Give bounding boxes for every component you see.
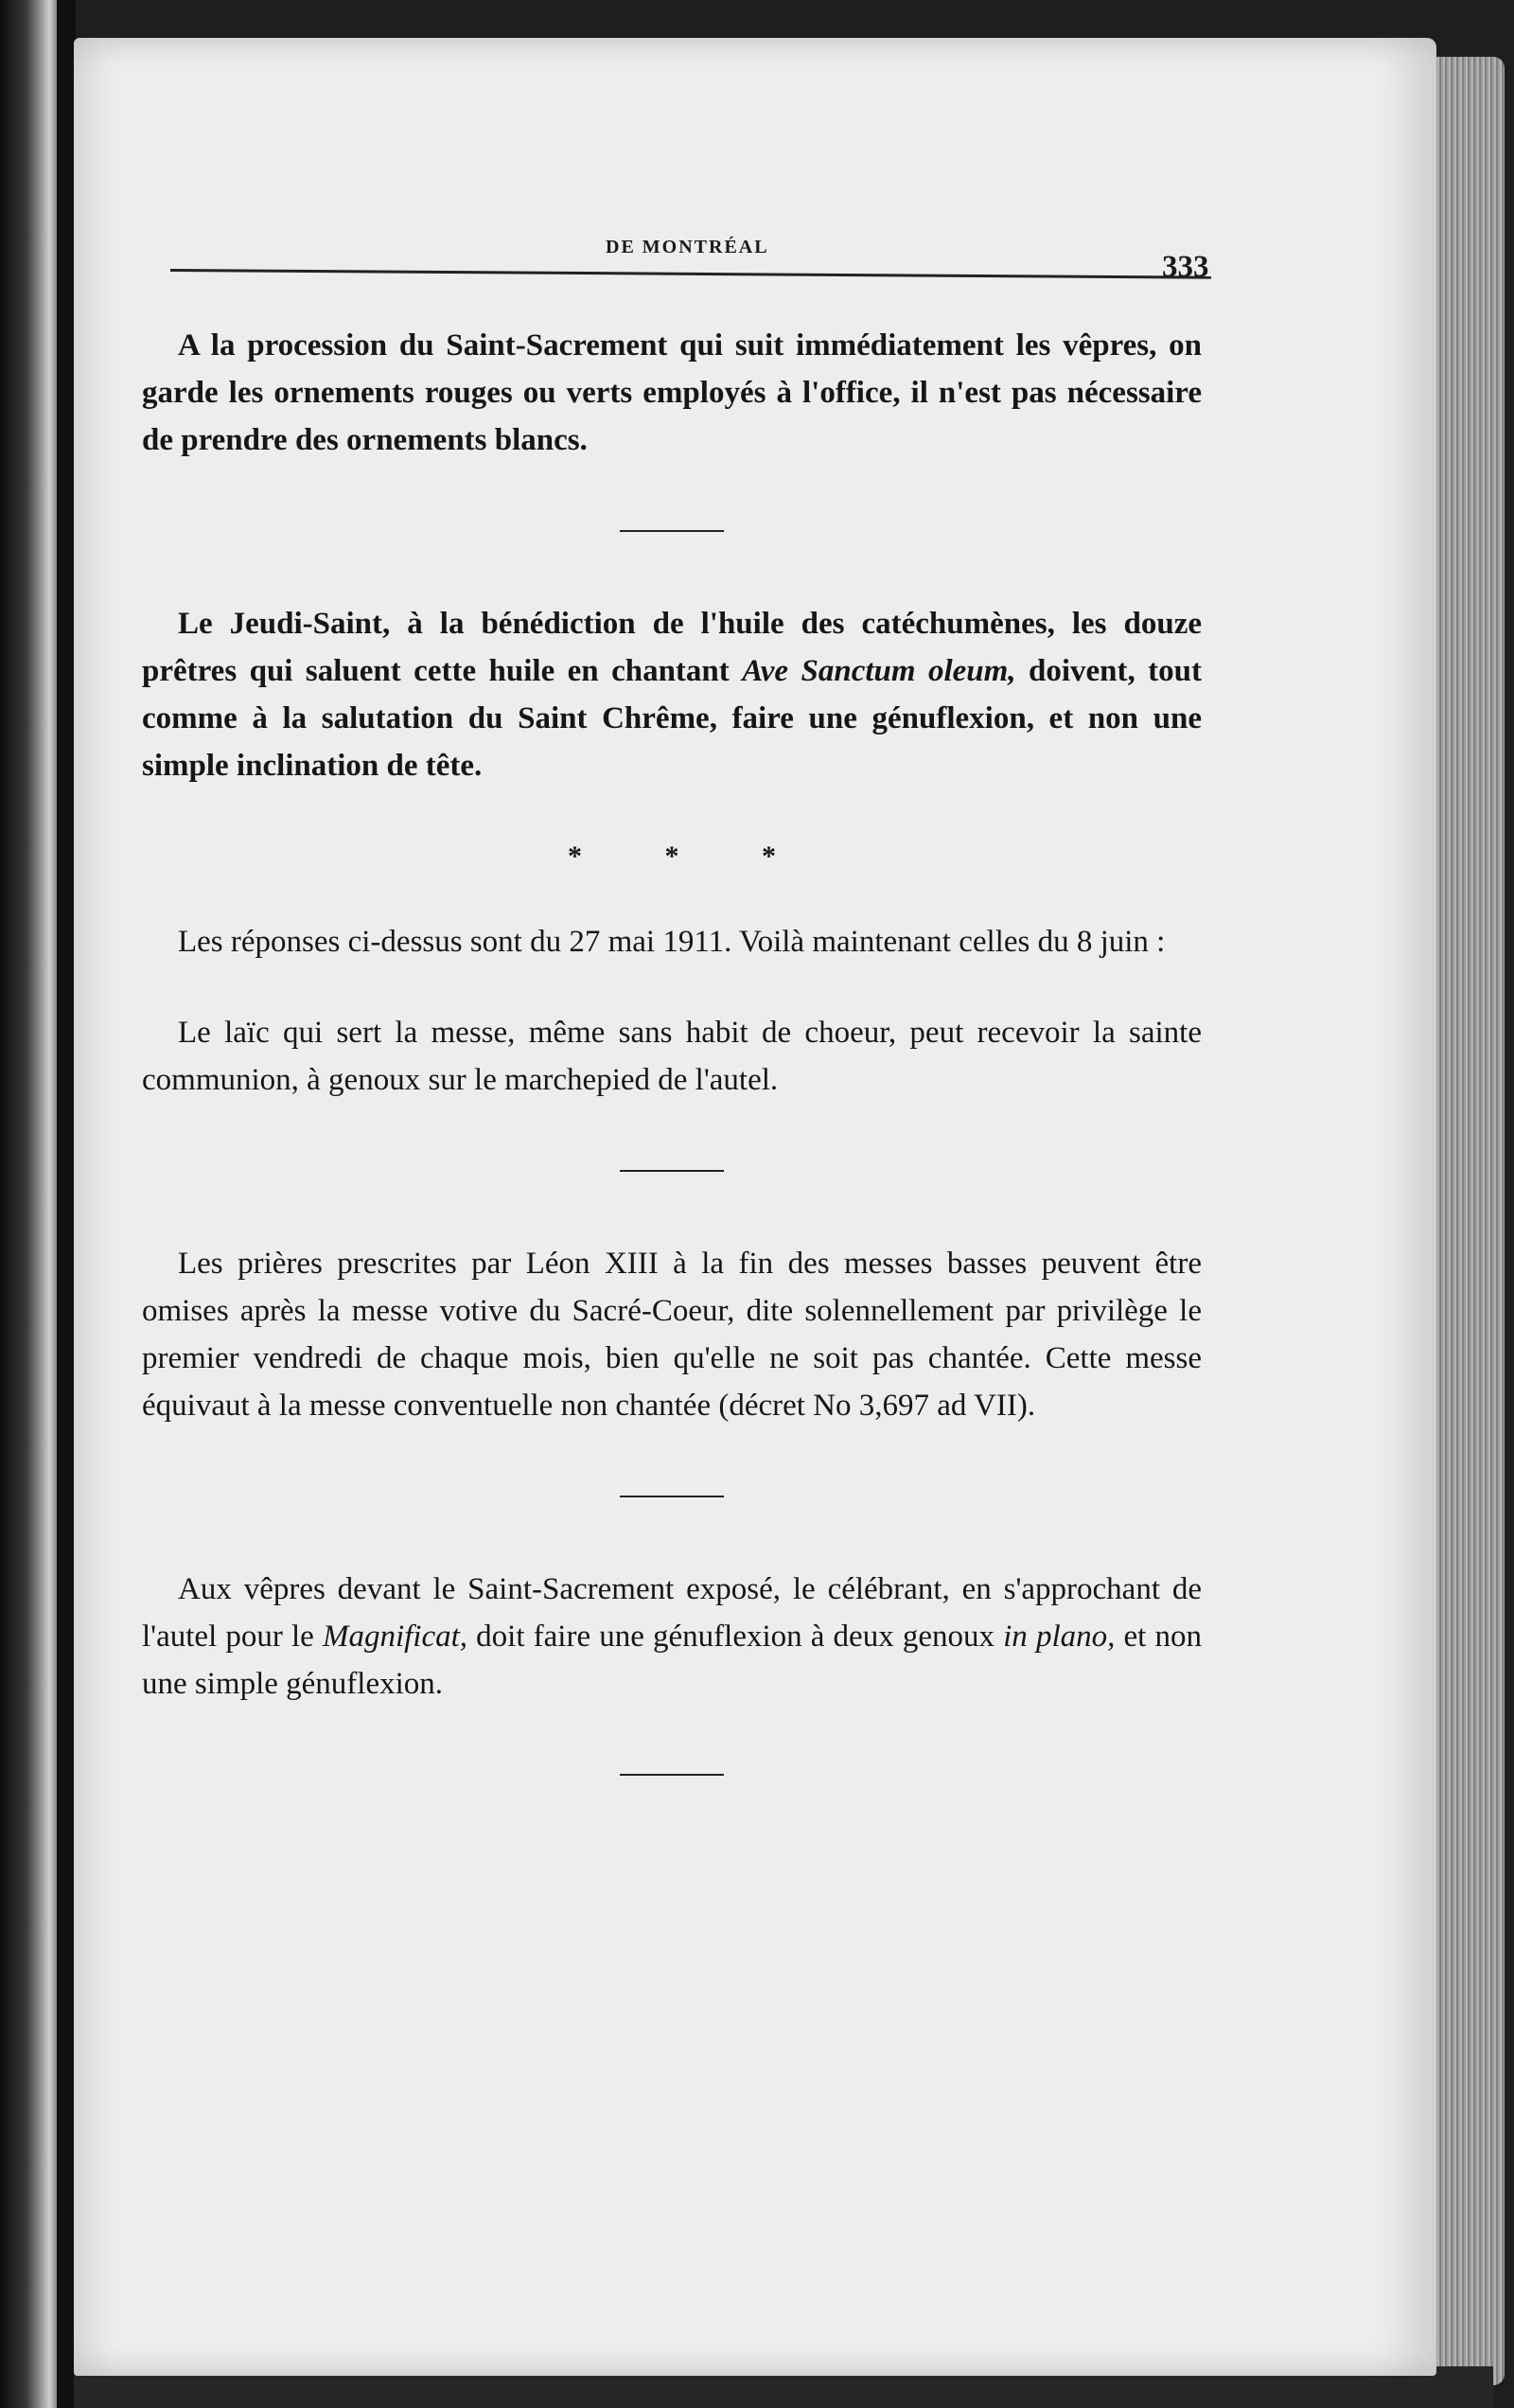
paragraph-prieres	[142, 1240, 1202, 1429]
paragraph-procession	[142, 322, 1202, 464]
paragraph-text: Le laïc qui sert la messe, même sans habit de choeur, peut recevoir la sainte communion, à genoux sur le marchepied de l'autel.	[142, 1016, 1202, 1097]
paragraph-text: Les prières prescrites par Léon XIII à la fin des messes basses peuvent être omises après la messe votive du Sacré-Coeur, dite solennellement par privilège le premier vendredi de chaque mois, bien qu'elle ne soit pas chantée. Cette messe équivaut à la messe conventuelle non chantée (décret No 3,697 ad VII).	[142, 1247, 1202, 1423]
paragraph-italic: in plano,	[1003, 1620, 1116, 1654]
paragraph-text: Aux vêpres devant le Saint-Sacrement exposé, le célébrant, en s'approchant de l'autel pour le	[142, 1572, 1202, 1654]
separator-rule	[620, 530, 724, 532]
page-header	[161, 227, 1211, 322]
separator-rule	[620, 1774, 724, 1776]
book-gutter	[57, 0, 76, 2408]
paragraph-reponses	[142, 918, 1202, 965]
paragraph-text: Les réponses ci-dessus sont du 27 mai 1911. Voilà maintenant celles du 8 juin :	[178, 925, 1166, 959]
paragraph-italic: Ave Sanctum oleum,	[742, 654, 1016, 688]
separator-rule	[620, 1496, 724, 1497]
running-head: DE MONTRÉAL	[606, 237, 769, 257]
header-rule	[170, 269, 1211, 279]
separator-stars: * * *	[568, 841, 814, 872]
paragraph-text: doivent, tout comme à la salutation du Saint Chrême, faire une génuflexion, et non une simple inclination de tête.	[142, 654, 1202, 783]
page-stack-edge	[1436, 57, 1505, 2385]
paragraph-jeudi-saint	[142, 600, 1202, 789]
paragraph-text: Le Jeudi-Saint, à la bénédiction de l'huile des catéchumènes, les douze prêtres qui saluent cette huile en chantant	[142, 607, 1202, 688]
paragraph-text: et non une simple génuflexion.	[142, 1620, 1202, 1701]
paragraph-text: doit faire une génuflexion à deux genoux	[467, 1620, 1004, 1654]
paragraph-gap	[142, 965, 1202, 1009]
separator-rule	[620, 1170, 724, 1172]
paragraph-text: A la procession du Saint-Sacrement qui suit immédiatement les vêpres, on garde les ornements rouges ou verts employés à l'office, il n'est pas nécessaire de prendre des ornements blancs.	[142, 328, 1202, 457]
page-number: 333	[1162, 250, 1209, 284]
paragraph-laic	[142, 1009, 1202, 1104]
paragraph-vepres	[142, 1566, 1202, 1708]
body-text	[142, 322, 1202, 1844]
paragraph-italic: Magnificat,	[322, 1620, 468, 1654]
